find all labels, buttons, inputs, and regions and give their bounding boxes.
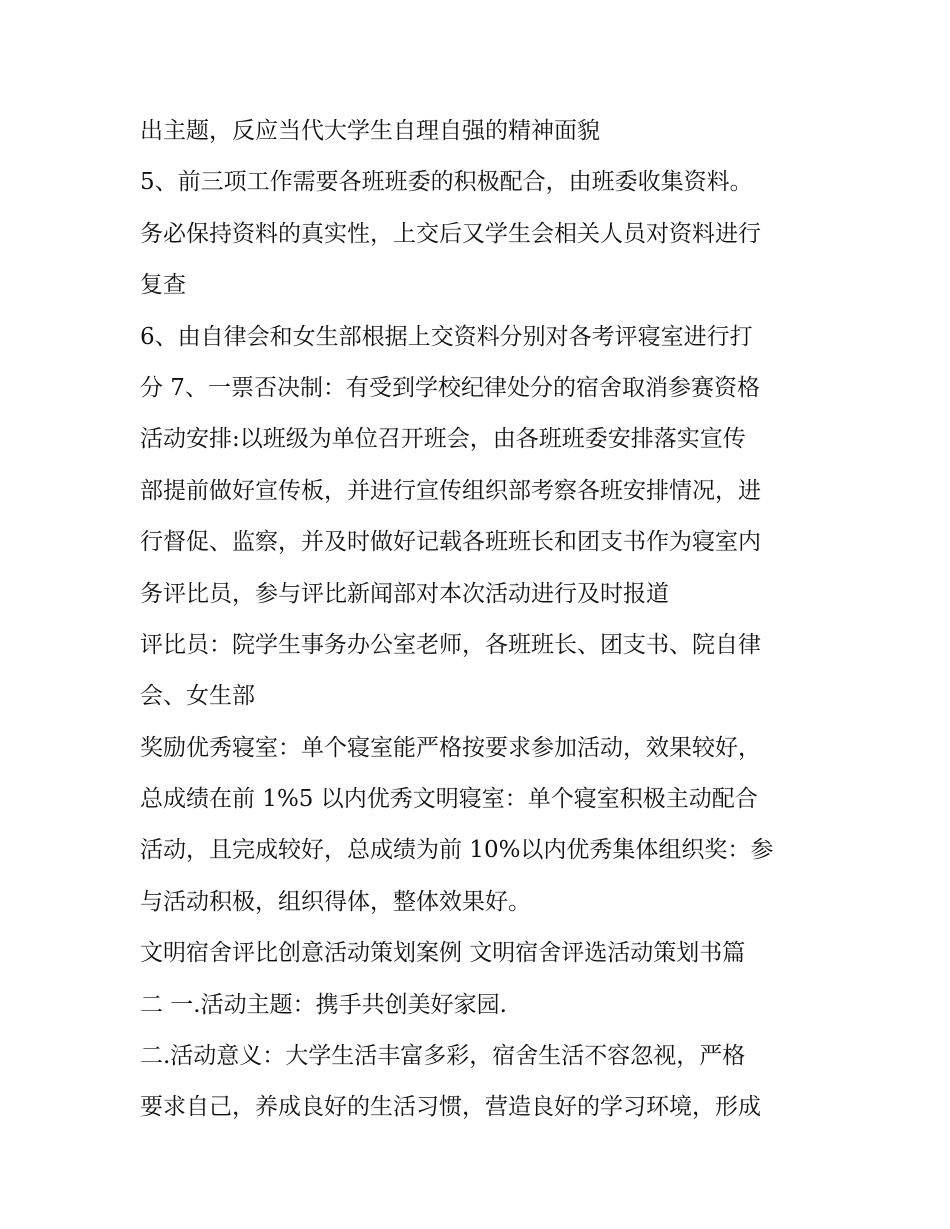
text-line: 二.活动意义：大学生活丰富多彩，宿舍生活不容忽视，严格	[140, 1043, 746, 1070]
text-line: 6、由自律会和女生部根据上交资料分别对各考评寝室进行打	[140, 323, 753, 350]
text-line: 活动安排:以班级为单位召开班会，由各班班委安排落实宣传	[140, 426, 746, 453]
text-line: 出主题，反应当代大学生自理自强的精神面貌	[140, 118, 600, 144]
text-line: 复查	[140, 272, 186, 299]
text-line: 总成绩在前 1%5 以内优秀文明寝室：单个寝室积极主动配合	[140, 786, 758, 813]
text-line: 部提前做好宣传板，并进行宣传组织部考察各班安排情况，进	[140, 477, 761, 504]
document-body	[140, 106, 830, 1134]
text-line: 活动，且完成较好，总成绩为前 10%以内优秀集体组织奖：参	[140, 837, 774, 864]
text-line: 二 一.活动主题：携手共创美好家园.	[140, 991, 507, 1018]
text-line: 文明宿舍评比创意活动策划案例 文明宿舍评选活动策划书篇	[140, 940, 746, 967]
text-line: 要求自己，养成良好的生活习惯，营造良好的学习环境，形成	[140, 1094, 761, 1121]
text-line: 行督促、监察，并及时做好记载各班班长和团支书作为寝室内	[140, 529, 761, 556]
text-line: 5、前三项工作需要各班班委的积极配合，由班委收集资料。	[140, 169, 753, 196]
text-line: 奖励优秀寝室：单个寝室能严格按要求参加活动，效果较好，	[140, 734, 761, 761]
text-line: 评比员：院学生事务办公室老师，各班班长、团支书、院自律	[140, 631, 761, 658]
text-line: 与活动积极，组织得体，整体效果好。	[140, 888, 531, 915]
text-line: 分 7、一票否决制：有受到学校纪律处分的宿舍取消参赛资格	[140, 374, 760, 401]
text-line: 务评比员，参与评比新闻部对本次活动进行及时报道	[140, 580, 669, 607]
text-line: 会、女生部	[140, 683, 255, 710]
text-line: 务必保持资料的真实性，上交后又学生会相关人员对资料进行	[140, 220, 761, 247]
